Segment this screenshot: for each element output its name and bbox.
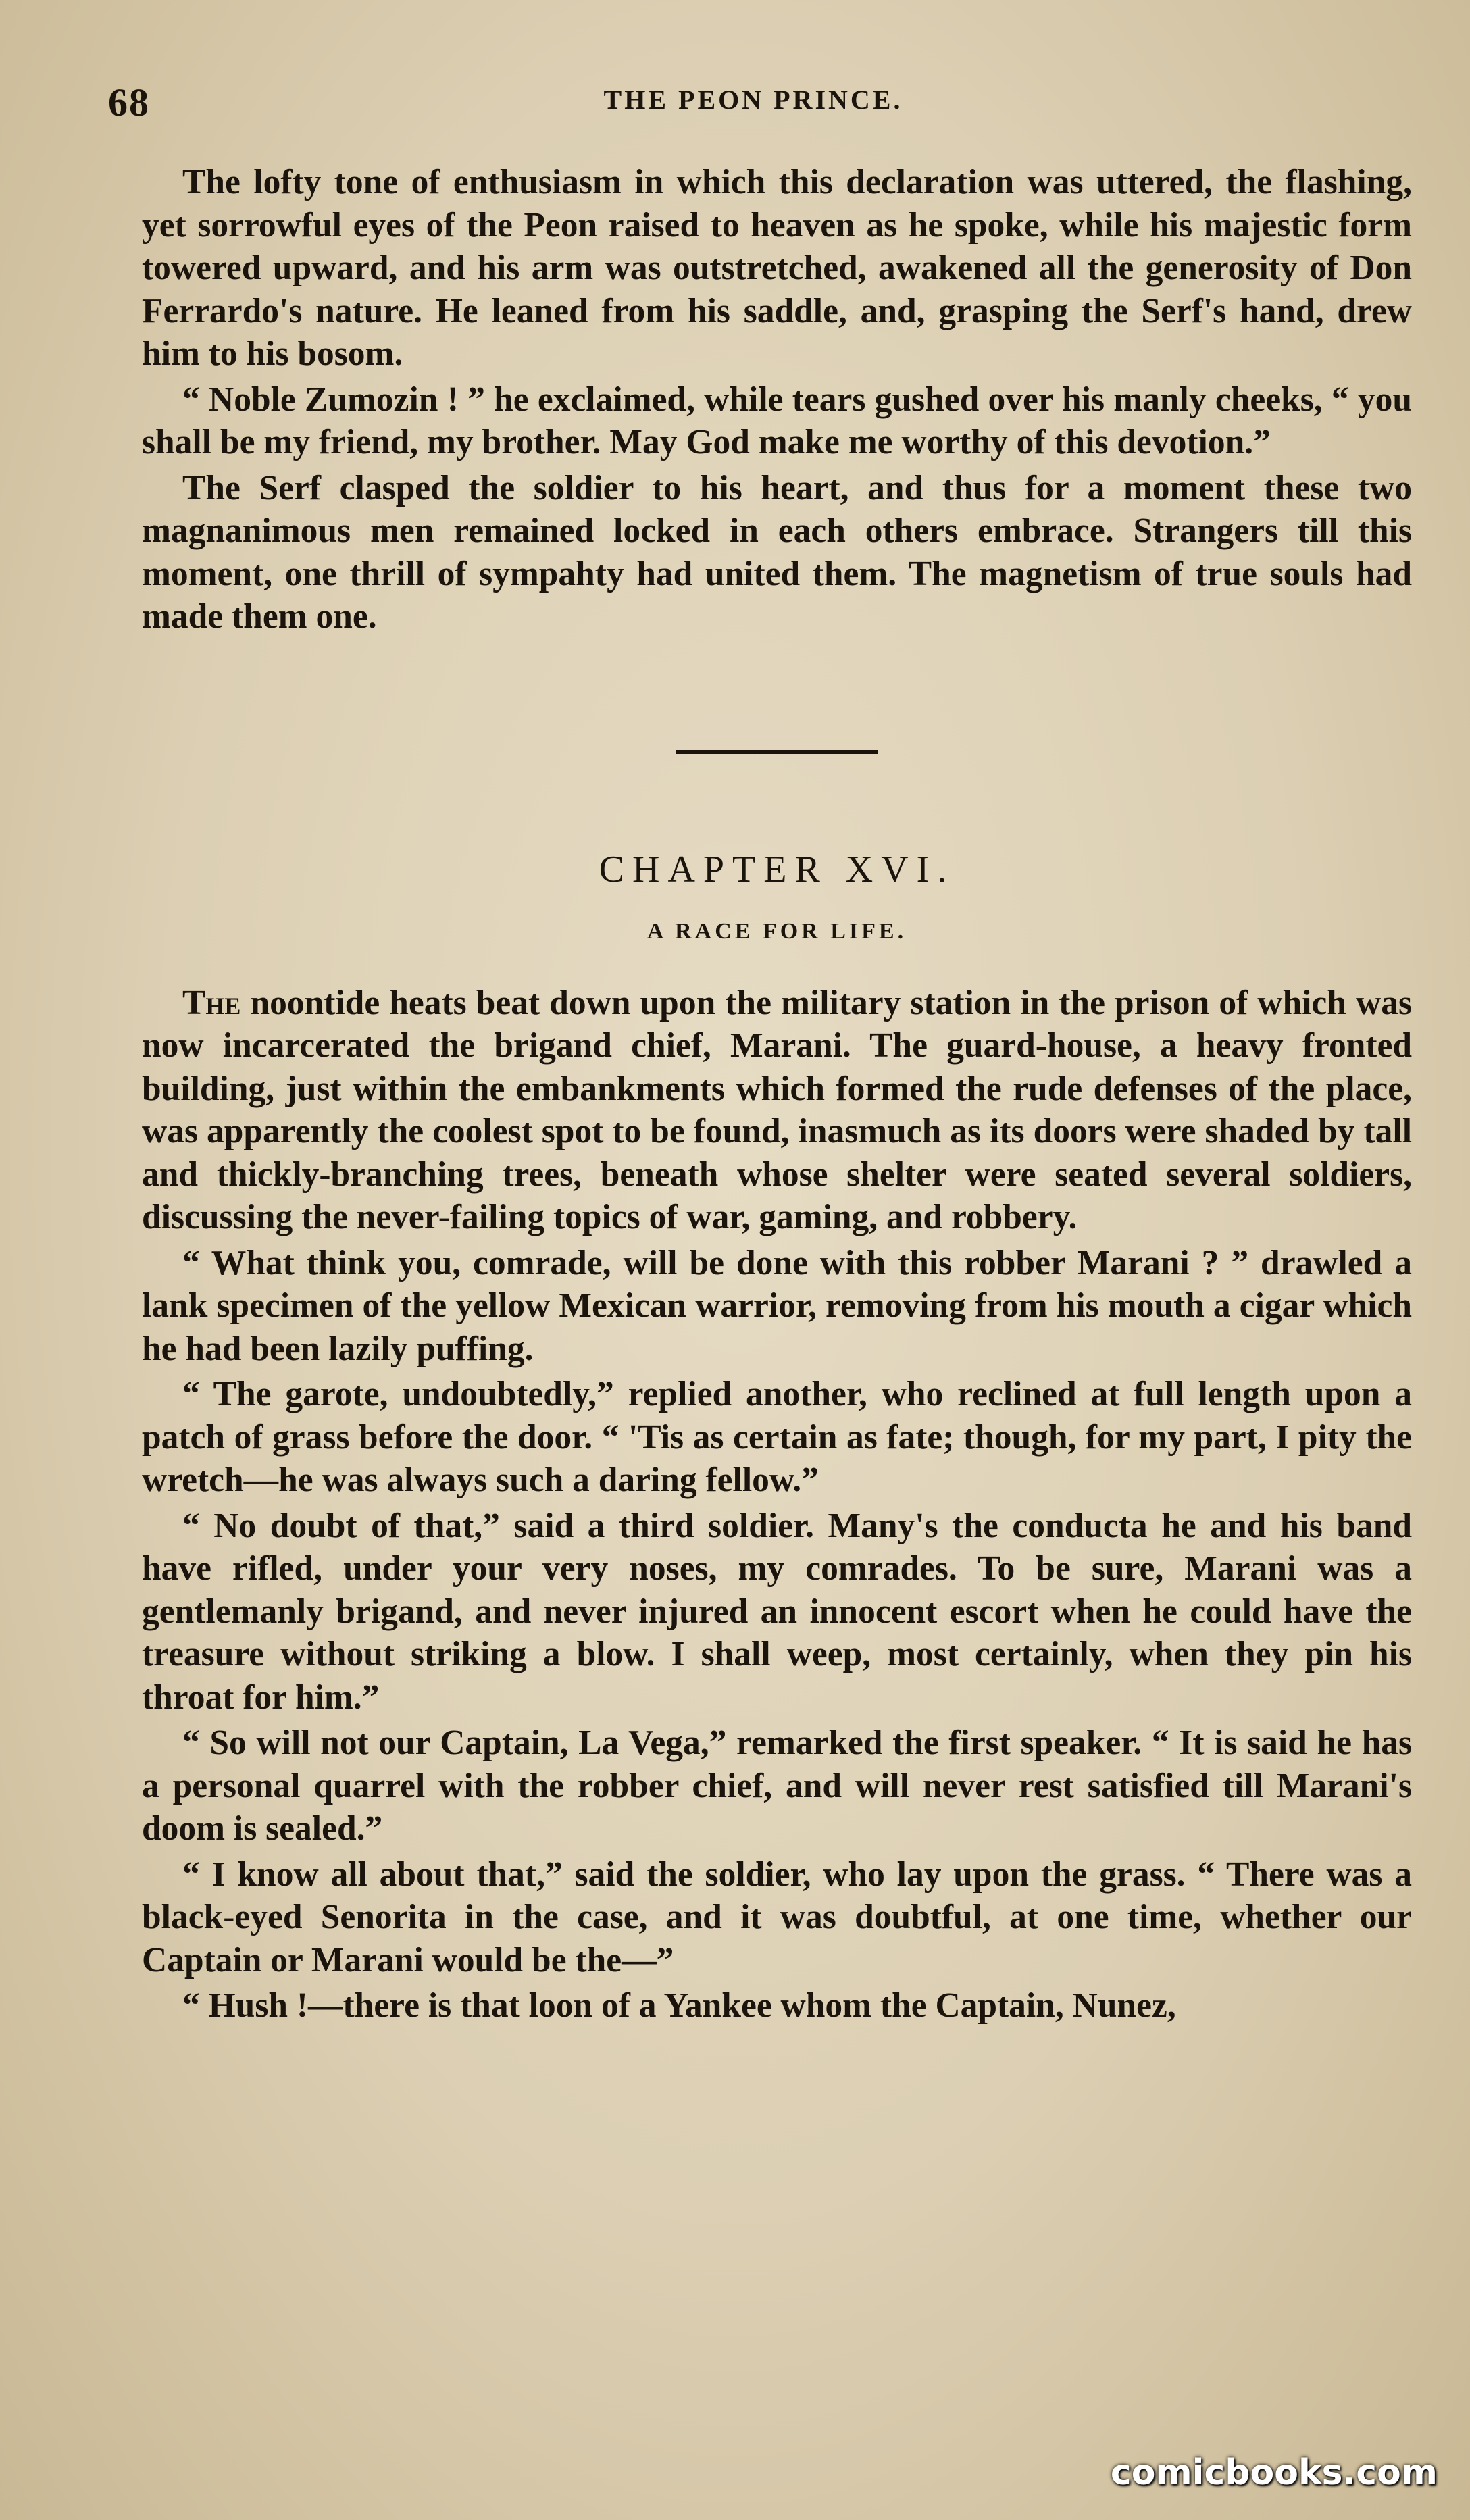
paragraph: “ What think you, comrade, will be done with this robber Marani ? ” drawled a lank specimen of the yellow Mexican warrior, removing from his mouth a cigar which he had been lazily puffing. bbox=[142, 1243, 1412, 1368]
body-text bbox=[142, 161, 1412, 2030]
paragraph: “ Noble Zumozin ! ” he exclaimed, while tears gushed over his manly cheeks, “ you shall be my friend, my brother. May God make me worthy of this devotion.” bbox=[142, 380, 1412, 461]
running-title: THE PEON PRINCE. bbox=[603, 84, 903, 115]
paragraph: “ Hush !—there is that loon of a Yankee whom the Captain, Nunez, bbox=[182, 1986, 1176, 2025]
watermark: comicbooks.com bbox=[1110, 2452, 1438, 2493]
paragraph: The Serf clasped the soldier to his heart, and thus for a moment these two magnanimous men remained locked in each others embrace. Strangers till this moment, one thrill of sympahty had united them. The magnetism of true souls had made them one. bbox=[142, 468, 1412, 636]
section-divider bbox=[676, 750, 878, 754]
chapter-subtitle: A RACE FOR LIFE. bbox=[647, 919, 907, 944]
page-number: 68 bbox=[108, 80, 150, 124]
paragraph: “ No doubt of that,” said a third soldier. Many's the conducta he and his band have rifled, under your very noses, my comrades. To be sure, Marani was a gentlemanly brigand, and never injured an innocent escort when he could have the treasure without striking a blow. I shall weep, most certainly, when they pin his throat for him.” bbox=[142, 1506, 1412, 1717]
chapter-first-word: The bbox=[182, 983, 241, 1022]
paragraph: The lofty tone of enthusiasm in which this declaration was uttered, the flashing, yet sorrowful eyes of the Peon raised to heaven as he spoke, while his majestic form towered upward, and his arm was outstretched, awakened all the generosity of Don Ferrardo's nature. He leaned from his saddle, and, grasping the Serf's hand, drew him to his bosom. bbox=[142, 163, 1412, 373]
paragraph: “ The garote, undoubtedly,” replied another, who reclined at full length upon a patch of grass before the door. “ 'Tis as certain as fate; though, for my part, I pity the wretch—he was always such a daring fellow.” bbox=[142, 1375, 1412, 1499]
chapter-title: CHAPTER XVI. bbox=[599, 848, 955, 890]
paragraph bbox=[142, 982, 1412, 1239]
paragraph: “ So will not our Captain, La Vega,” remarked the first speaker. “ It is said he has a personal quarrel with the robber chief, and will never rest satisfied till Marani's doom is sealed.” bbox=[142, 1723, 1412, 1848]
page-header bbox=[95, 80, 1412, 134]
paragraph: “ I know all about that,” said the soldier, who lay upon the grass. “ There was a black-eyed Senorita in the case, and it was doubtful, at one time, whether our Captain or Marani would be the—” bbox=[142, 1855, 1412, 1980]
chapter-first-paragraph: noontide heats beat down upon the military station in the prison of which was now incarcerated the brigand chief, Marani. The guard-house, a heavy fronted building, just within the embankments which formed the rude defenses of the place, was apparently the coolest spot to be found, inasmuch as its doors were shaded by tall and thickly-branching trees, beneath whose shelter were seated several soldiers, discussing the never-failing topics of war, gaming, and robbery. bbox=[142, 983, 1412, 1236]
